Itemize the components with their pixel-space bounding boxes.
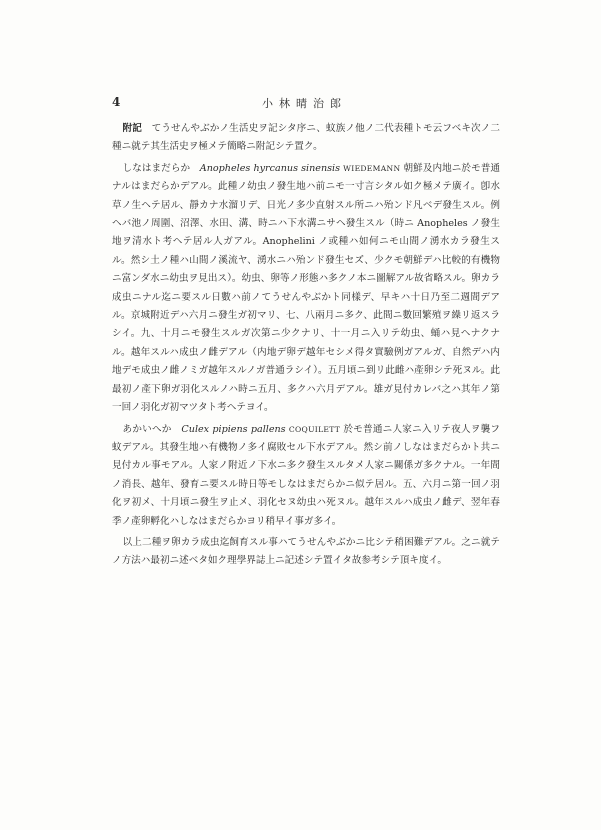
paragraph-text: てうせんやぶかノ生活史ヲ記シタ序ニ、蚊族ノ他ノ二代表種トモ云フベキ次ノ二種ニ就テ其生活史ヲ極メテ簡略ニ附記シテ置ク。 — [112, 123, 501, 153]
species-common-name: しなはまだらか — [122, 162, 191, 174]
paragraph-anopheles — [112, 160, 500, 418]
species-latin-name: Culex pipiens pallens — [181, 423, 286, 435]
species-author: WIEDEMANN — [343, 163, 401, 173]
paragraph-culex — [112, 421, 500, 531]
page-number: 4 — [112, 95, 121, 109]
paragraph-addendum — [112, 120, 500, 157]
running-head-author: 小林晴治郎 — [262, 97, 347, 110]
species-common-name: あかいへか — [122, 423, 172, 435]
paragraph-text: 以上二種ヲ卵カラ成虫迄飼育スル事ハてうせんやぶかニ比シテ稍困難デアル。之ニ就テノ方法ハ最初ニ述ベタ如ク理學界誌上ニ記述シテ置イタ故参考シテ頂キ度イ。 — [112, 536, 500, 567]
paragraph-text: 朝鮮及内地ニ於モ普通ナルはまだらかデアル。此種ノ幼虫ノ發生地ハ前ニモ一寸言シタル如ク極メテ廣イ。卽水草ノ生ヘテ居ル、靜カナ水溜リデ、日光ノ多少直射スル所ニハ殆ンド凡ベデ發生スル。例ヘバ池ノ周圍、沼澤、水田、溝、時ニハ下水溝ニサヘ發生スル（時ニ Anopheles ノ發生地ヲ清水ト考ヘテ居ル人ガアル。Anophelini ノ或種ハ如何ニモ山間ノ湧水カラ發生スル。然シ土ノ種ハ山間ノ溪流ヤ、湧水ニハ殆ンド發生セズ、少クモ朝鮮デハ比較的有機物ニ富ンダ水ニ幼虫ヲ見出ス）。幼虫、卵等ノ形態ハ多クノ本ニ圖解アル故省略スル。卵カラ成虫ニナル迄ニ要スル日數ハ前ノてうせんやぶかト同樣デ、早キハ十日乃至二週間デアル。京城附近デハ六月ニ發生ガ初マリ、七、八兩月ニ多ク、此間ニ數回繁殖ヲ繰リ返スラシイ。九、十月ニモ發生スルガ次第ニ少クナリ、十一月ニ入リテ幼虫、蛹ハ見ヘナクナル。越年スルハ成虫ノ雌デアル（内地デ卵デ越年セシメ得タ實驗例ガアルガ、自然デハ内地デモ成虫ノ雌ノミガ越年スルノガ普通ラシイ）。五月頃ニ到リ此雌ハ產卵シテ死ヌル。此最初ノ產下卵ガ羽化スルノハ時ニ五月、多クハ六月デアル。雄ガ見付カレバ之ハ其年ノ第一回ノ羽化ガ初マツタト考ヘテヨイ。 — [112, 162, 500, 414]
species-author: COQUILETT — [288, 424, 341, 434]
species-latin-name: Anopheles hyrcanus sinensis — [199, 162, 341, 174]
page-header — [112, 95, 502, 111]
paragraph-conclusion — [112, 534, 500, 571]
paragraph-text: 於モ普通ニ人家ニ入リテ夜人ヲ襲フ蚊デアル。其發生地ハ有機物ノ多イ腐敗セル下水デアル。然シ前ノしなはまだらかト共ニ見付カル事モアル。人家ノ附近ノ下水ニ多ク發生スルタメ人家ニ關係ガ多クナル。一年間ノ消長、越年、發育ニ要スル時日等モしなはまだらかニ似テ居ル。五、六月ニ第一回ノ羽化ヲ初メ、十月頃ニ發生ヲ止メ、羽化セヌ幼虫ハ死ヌル。越年スルハ成虫ノ雌デ、翌年春季ノ產卵孵化ハしなはまだらかヨリ稍早イ事ガ多イ。 — [112, 423, 500, 527]
body-text — [112, 120, 500, 571]
paragraph-lead: 附記 — [122, 123, 142, 134]
